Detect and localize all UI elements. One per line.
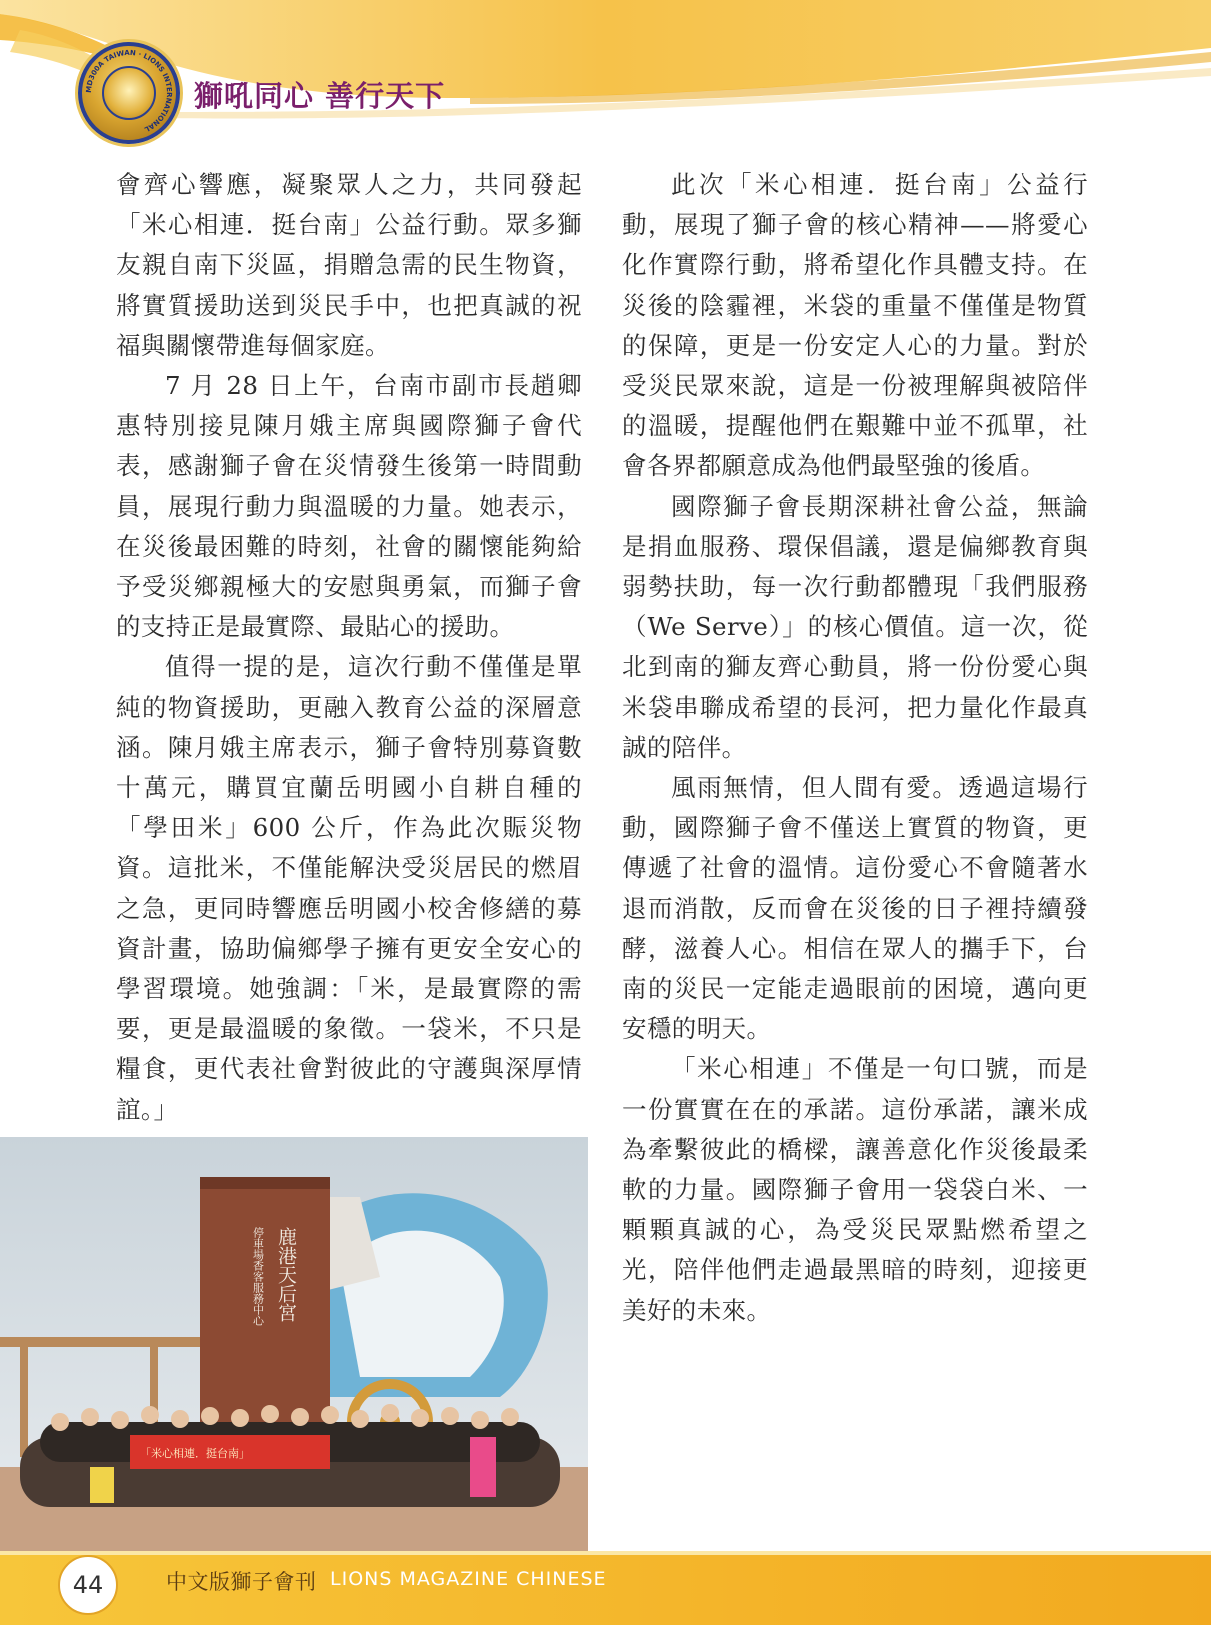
banner-text: 「米心相連．挺台南」 — [140, 1447, 250, 1460]
building-sign: 鹿港天后宮 — [275, 1227, 297, 1322]
header-title: 獅吼同心 善行天下 — [194, 79, 446, 113]
paragraph: 此次「米心相連．挺台南」公益行動，展現了獅子會的核心精神——將愛心化作實際行動，將希望化作具體支持。在災後的陰霾裡，米袋的重量不僅僅是物質的保障，更是一份安定人心的力量。對於受災民眾來說，這是一份被理解與被陪伴的溫暖，提醒他們在艱難中並不孤單，社會各界都願意成為他們最堅強的後盾。 — [622, 170, 1088, 481]
article-right-column — [622, 165, 1088, 1331]
paragraph: 值得一提的是，這次行動不僅僅是單純的物資援助，更融入教育公益的深層意涵。陳月娥主席表示，獅子會特別募資數十萬元，購買宜蘭岳明國小自耕自種的「學田米」600 公斤，作為此次賑災物資。這批米，不僅能解決受災居民的燃眉之急，更同時響應岳明國小校舍修繕的募資計畫，協助偏鄉學子擁有更安全安心的學習環境。她強調：「米，是最實際的需要，更是最溫暖的象徵。一袋米，不只是糧食，更代表社會對彼此的守護與深厚情誼。」 — [116, 652, 582, 1124]
lions-emblem-logo — [78, 42, 180, 144]
paragraph: 7 月 28 日上午，台南市副市長趙卿惠特別接見陳月娥主席與國際獅子會代表，感謝獅子會在災情發生後第一時間動員，展現行動力與溫暖的力量。她表示，在災後最困難的時刻，社會的關懷能夠給予受災鄉親極大的安慰與勇氣，而獅子會的支持正是最實際、最貼心的援助。 — [116, 371, 582, 642]
group-photo — [0, 1137, 588, 1551]
magazine-name-chinese: 中文版獅子會刊 — [166, 1570, 317, 1594]
header-swoosh — [0, 0, 1211, 190]
svg-text:MD300A TAIWAN · LIONS INTERNAT: MD300A TAIWAN · LIONS INTERNATIONAL — [84, 48, 174, 134]
magazine-name-english: LIONS MAGAZINE CHINESE — [330, 1568, 607, 1590]
paragraph: 風雨無情，但人間有愛。透過這場行動，國際獅子會不僅送上實質的物資，更傳遞了社會的溫情。這份愛心不會隨著水退而消散，反而會在災後的日子裡持續發酵，滋養人心。相信在眾人的攜手下，台南的災民一定能走過眼前的困境，邁向更安穩的明天。 — [622, 773, 1088, 1044]
paragraph: 會齊心響應，凝聚眾人之力，共同發起「米心相連．挺台南」公益行動。眾多獅友親自南下災區，捐贈急需的民生物資，將實質援助送到災民手中，也把真誠的祝福與關懷帶進每個家庭。 — [116, 170, 582, 360]
paragraph: 「米心相連」不僅是一句口號，而是一份實實在在的承諾。這份承諾，讓米成為牽繫彼此的橋樑，讓善意化作災後最柔軟的力量。國際獅子會用一袋袋白米、一顆顆真誠的心，為受災民眾點燃希望之光，陪伴他們走過最黑暗的時刻，迎接更美好的未來。 — [622, 1054, 1088, 1325]
paragraph: 國際獅子會長期深耕社會公益，無論是捐血服務、環保倡議，還是偏鄉教育與弱勢扶助，每一次行動都體現「我們服務（We Serve）」的核心價值。這一次，從北到南的獅友齊心動員，將一份份愛心與米袋串聯成希望的長河，把力量化作最真誠的陪伴。 — [622, 491, 1088, 762]
building-sub-sign: 停車場香客服務中心 — [251, 1227, 265, 1326]
article-left-column — [116, 165, 582, 1130]
page-number: 44 — [58, 1555, 118, 1615]
logo-center-icon — [102, 66, 156, 120]
